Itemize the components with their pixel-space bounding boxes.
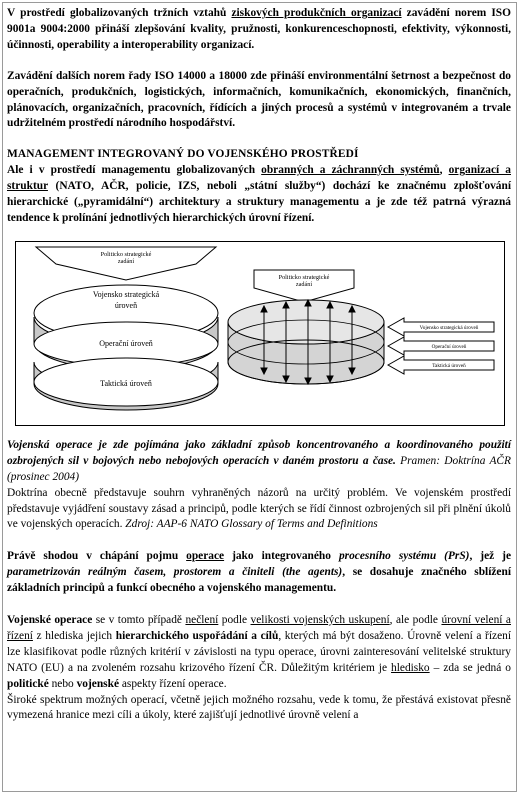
link-velikosti-uskupeni[interactable]: velikosti vojenských uskupení (250, 614, 390, 627)
text-run: zavádění norem ISO 9001a 9004:2000 přináší zlepšování kvality, pružnosti, konkurenceschopnosti, efektivity, výkonnosti, účinnosti, operability a interoperability organizací. (7, 7, 511, 51)
command-levels-diagram (15, 241, 505, 426)
text-run: Právě shodou v chápání pojmu (7, 550, 187, 563)
text-run: Ale i v prostředí managementu globalizovaných (7, 164, 262, 177)
link-urovni-velení[interactable]: úrovní velení a řízení (7, 614, 511, 642)
text-run: Vojenská operace je zde pojímána jako základní způsob koncentrovaného a koordinovaného použití ozbrojených sil v bojových nebo nebojových operacích v daném prostoru a čase. (7, 438, 511, 467)
paragraph-2: Zavádění dalších norem řady ISO 14000 a 18000 zde přináší environmentální šetrnost a bezpečnost do operačních, produkčních, logistických, informačních, komunikačních, ekonomických, finančních, plánovacích, organizačních, pracovních, řídících a jiných procesů a systémů v integrovaném a trvale udržitelném prostředí národního hospodářství. (7, 69, 511, 130)
paragraph-3 (7, 163, 511, 227)
diagram-svg (16, 242, 504, 425)
text-run: , se dosahuje značného sblížení základních principů a funkcí obecného a vojenského managementu. (7, 566, 511, 595)
paragraph-4 (7, 438, 511, 486)
text-run: V prostředí globalizovaných tržních vztahů (7, 7, 232, 19)
text-run: , ale podle (389, 614, 442, 627)
text-run: Doktrína obecně představuje souhrn vyhraněných názorů na určitý problém. Ve vojenském prostředí představuje vyjádření soustavy zásad a principů, podle kterých se řídí činnost ozbrojených sil při plnění úkolů ve vojenských operacích. (7, 486, 511, 531)
text-run: se v tomto případě (92, 614, 186, 627)
arrow-label-strategic: Vojensko strategická úroveň (419, 324, 479, 331)
text-run: , kterých má být dosaženo. Úrovně velení a řízení lze klasifikovat podle různých kritérií v závislosti na typu operace, úrovni zainteresování velitelské struktury NATO (EU) a na zvoleném rozsahu krizového řízení ČR. Důležitým kritériem je (7, 629, 511, 674)
left-level-tactical: Taktická úroveň (100, 378, 152, 388)
text-run: parametrizován reálným časem, prostorem a činiteli (the agents) (7, 566, 343, 579)
left-top-label-2: zadání (117, 257, 135, 265)
right-ellipse-top (228, 300, 384, 344)
text-run: – zda se jedná o (429, 661, 511, 674)
left-level-strategic-2: úroveň (114, 300, 138, 310)
link-hledisko[interactable]: hledisko (391, 661, 430, 674)
link-necleni[interactable]: nečlení (185, 614, 219, 627)
left-level-strategic-1: Vojensko strategická (92, 289, 160, 299)
section-heading: MANAGEMENT INTEGROVANÝ DO VOJENSKÉHO PROSTŘEDÍ (7, 148, 359, 161)
arrow-label-tactical: Taktická úroveň (432, 362, 466, 369)
text-run: (NATO, AČR, policie, IZS, neboli „státní služby“) dochází ke značnému zplošťování hierarchické („pyramidální“) architektury a struktury managementu a je zde též patrná výrazná tendence k prolínání jednotlivých hierarchických úrovní řízení. (7, 180, 511, 224)
text-run: procesního systému (PrS) (338, 550, 470, 563)
source-note: Pramen: Doktrína AČR (prosinec 2004) (7, 454, 511, 483)
left-top-label-1: Politicko strategické (100, 250, 152, 258)
text-run: politické (7, 677, 49, 690)
link-ziskove-organizace[interactable]: ziskových produkčních organizací (231, 7, 402, 19)
source-note: Zdroj: AAP-6 NATO Glossary of Terms and Definitions (122, 518, 378, 531)
document-page (2, 2, 517, 792)
paragraph-7 (7, 613, 511, 693)
paragraph-8: Široké spektrum možných operací, včetně jejich možného rozsahu, vede k tomu, že přestává existovat přesně vymezená hranice mezi cíli a úkoly, které zajišťují jednotlivé úrovně velení a (7, 693, 511, 722)
left-level-operational: Operační úroveň (99, 338, 153, 348)
paragraph-6 (7, 549, 511, 597)
text-run: aspekty řízení operace. (119, 677, 227, 690)
link-organizace-struktury[interactable]: organizací a struktur (7, 164, 511, 193)
text-run: z hlediska jejich (32, 629, 116, 642)
arrow-label-operational: Operační úroveň (431, 343, 467, 350)
text-run: , (439, 164, 449, 177)
link-operace[interactable]: operace (186, 550, 225, 563)
right-top-label-1: Politicko strategické (278, 273, 330, 281)
paragraph-5 (7, 486, 511, 534)
text-run: hierarchického uspořádání a cílů (115, 629, 279, 642)
text-run: , jež je (469, 550, 512, 563)
text-run: jako integrovaného (224, 550, 339, 563)
document-content (7, 6, 511, 724)
text-run: Vojenské operace (7, 614, 93, 627)
paragraph-1 (7, 6, 511, 54)
link-obranne-systemy[interactable]: obranných a záchranných systémů (261, 164, 440, 177)
text-run: vojenské (76, 677, 120, 690)
text-run: podle (218, 614, 251, 627)
text-run: nebo (48, 677, 77, 690)
right-top-label-2: zadání (295, 280, 313, 288)
